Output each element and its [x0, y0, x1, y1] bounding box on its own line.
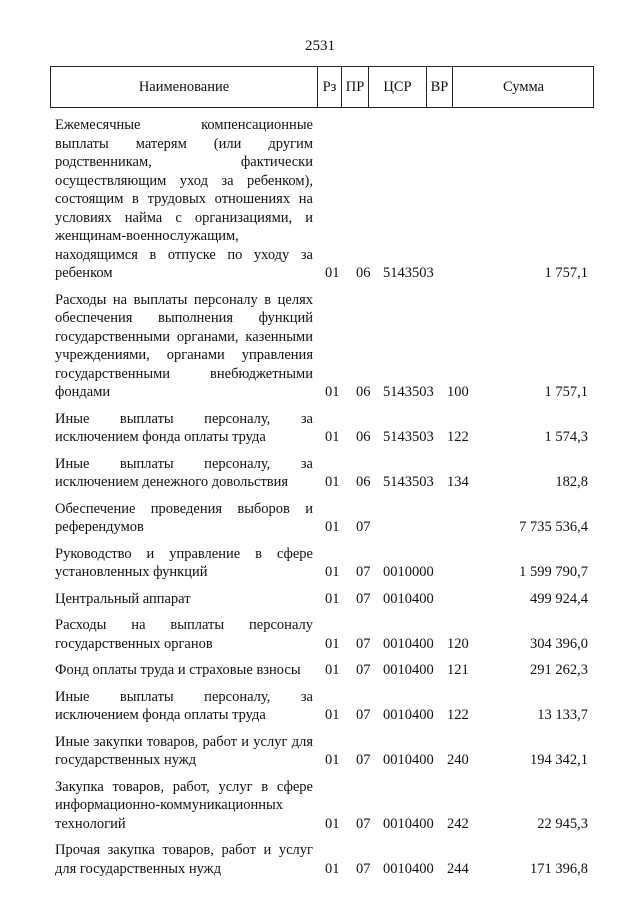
row-rz: 01 — [325, 752, 340, 768]
row-sum: 1 574,3 — [544, 429, 588, 445]
row-sum: 7 735 536,4 — [519, 519, 588, 535]
row-rz: 01 — [325, 265, 340, 281]
row-pr: 06 — [356, 265, 371, 281]
table-row — [0, 410, 640, 447]
row-vr: 121 — [447, 662, 469, 678]
row-pr: 07 — [356, 707, 371, 723]
table-row — [0, 688, 640, 725]
row-name: Иные выплаты персоналу, за исключением фонда оплаты труда — [55, 688, 313, 723]
row-csr: 0010400 — [383, 662, 434, 678]
table-row — [0, 778, 640, 834]
row-rz: 01 — [325, 860, 340, 877]
row-vr: 100 — [447, 384, 469, 400]
row-sum: 171 396,8 — [530, 860, 588, 877]
row-pr: 07 — [356, 662, 371, 678]
table-row — [0, 116, 640, 283]
row-csr: 0010400 — [383, 707, 434, 723]
row-pr: 06 — [356, 384, 371, 400]
table-row — [0, 545, 640, 582]
row-sum: 499 924,4 — [530, 590, 588, 607]
table-row — [0, 616, 640, 653]
row-vr: 120 — [447, 635, 469, 652]
row-sum: 13 133,7 — [537, 707, 588, 723]
row-sum: 1 757,1 — [544, 265, 588, 281]
row-sum: 1 599 790,7 — [519, 564, 588, 580]
header-vr: ВР — [427, 67, 453, 107]
row-name: Центральный аппарат — [55, 590, 191, 607]
row-rz: 01 — [325, 384, 340, 400]
row-rz: 01 — [325, 590, 340, 607]
row-name: Расходы на выплаты персоналу в целях обеспечения выполнения функций государственными органами, казенными учреждениями, органами управления государственными внебюджетными фондами — [55, 291, 313, 400]
table-row — [0, 291, 640, 402]
header-sum: Сумма — [502, 79, 545, 95]
header-rz: Рз — [318, 67, 342, 107]
row-sum: 182,8 — [555, 474, 588, 490]
table-row — [0, 590, 640, 609]
row-rz: 01 — [325, 815, 340, 832]
table-row — [0, 661, 640, 680]
row-pr: 06 — [356, 429, 371, 445]
row-pr: 07 — [356, 590, 371, 607]
row-csr: 0010000 — [383, 564, 434, 580]
row-csr: 5143503 — [383, 384, 434, 400]
row-csr: 0010400 — [383, 860, 434, 877]
row-pr: 07 — [356, 519, 371, 535]
row-vr: 240 — [447, 752, 469, 768]
header-csr: ЦСР — [369, 67, 427, 107]
row-csr: 0010400 — [383, 752, 434, 768]
row-pr: 07 — [356, 564, 371, 580]
row-sum: 1 757,1 — [544, 384, 588, 400]
row-rz: 01 — [325, 707, 340, 723]
table-header — [50, 66, 594, 108]
row-name: Обеспечение проведения выборов и референдумов — [55, 500, 313, 535]
row-sum: 304 396,0 — [530, 635, 588, 652]
row-pr: 07 — [356, 815, 371, 832]
row-sum: 291 262,3 — [530, 662, 588, 678]
table-row — [0, 455, 640, 492]
row-rz: 01 — [325, 662, 340, 678]
row-name: Руководство и управление в сфере установленных функций — [55, 545, 313, 580]
row-csr: 5143503 — [383, 265, 434, 281]
header-name: Наименование — [51, 67, 318, 107]
row-name: Прочая закупка товаров, работ и услуг для государственных нужд — [55, 842, 313, 877]
row-rz: 01 — [325, 519, 340, 535]
header-pr: ПР — [342, 67, 369, 107]
row-name: Ежемесячные компенсационные выплаты матерям (или другим родственникам, фактически осуществляющим уход за ребенком), состоящим в трудовых отношениях на условиях найма с организациями, и женщинам-военнослужащим, находящимся в отпуске по уходу за ребенком — [55, 117, 313, 281]
table-row — [0, 841, 640, 878]
row-name: Закупка товаров, работ, услуг в сфере информационно-коммуникационных технологий — [55, 778, 313, 832]
row-pr: 07 — [356, 635, 371, 652]
row-sum: 194 342,1 — [530, 752, 588, 768]
row-name: Иные закупки товаров, работ и услуг для государственных нужд — [55, 733, 313, 768]
row-rz: 01 — [325, 564, 340, 580]
row-pr: 06 — [356, 474, 371, 490]
table-row — [0, 733, 640, 770]
row-pr: 07 — [356, 860, 371, 877]
page-number: 2531 — [305, 38, 335, 54]
row-rz: 01 — [325, 635, 340, 652]
row-name: Иные выплаты персоналу, за исключением фонда оплаты труда — [55, 410, 313, 445]
row-csr: 5143503 — [383, 429, 434, 445]
row-rz: 01 — [325, 474, 340, 490]
row-name: Фонд оплаты труда и страховые взносы — [55, 662, 301, 678]
table-body — [0, 116, 640, 886]
row-csr: 5143503 — [383, 474, 434, 490]
row-vr: 122 — [447, 707, 469, 723]
row-vr: 122 — [447, 429, 469, 445]
row-csr: 0010400 — [383, 590, 434, 607]
table-row — [0, 500, 640, 537]
row-csr: 0010400 — [383, 815, 434, 832]
row-pr: 07 — [356, 752, 371, 768]
row-sum: 22 945,3 — [537, 815, 588, 832]
row-name: Иные выплаты персоналу, за исключением денежного довольствия — [55, 455, 313, 490]
row-vr: 134 — [447, 474, 469, 490]
row-rz: 01 — [325, 429, 340, 445]
row-name: Расходы на выплаты персоналу государственных органов — [55, 617, 313, 652]
row-csr: 0010400 — [383, 635, 434, 652]
row-vr: 244 — [447, 860, 469, 877]
row-vr: 242 — [447, 815, 469, 832]
